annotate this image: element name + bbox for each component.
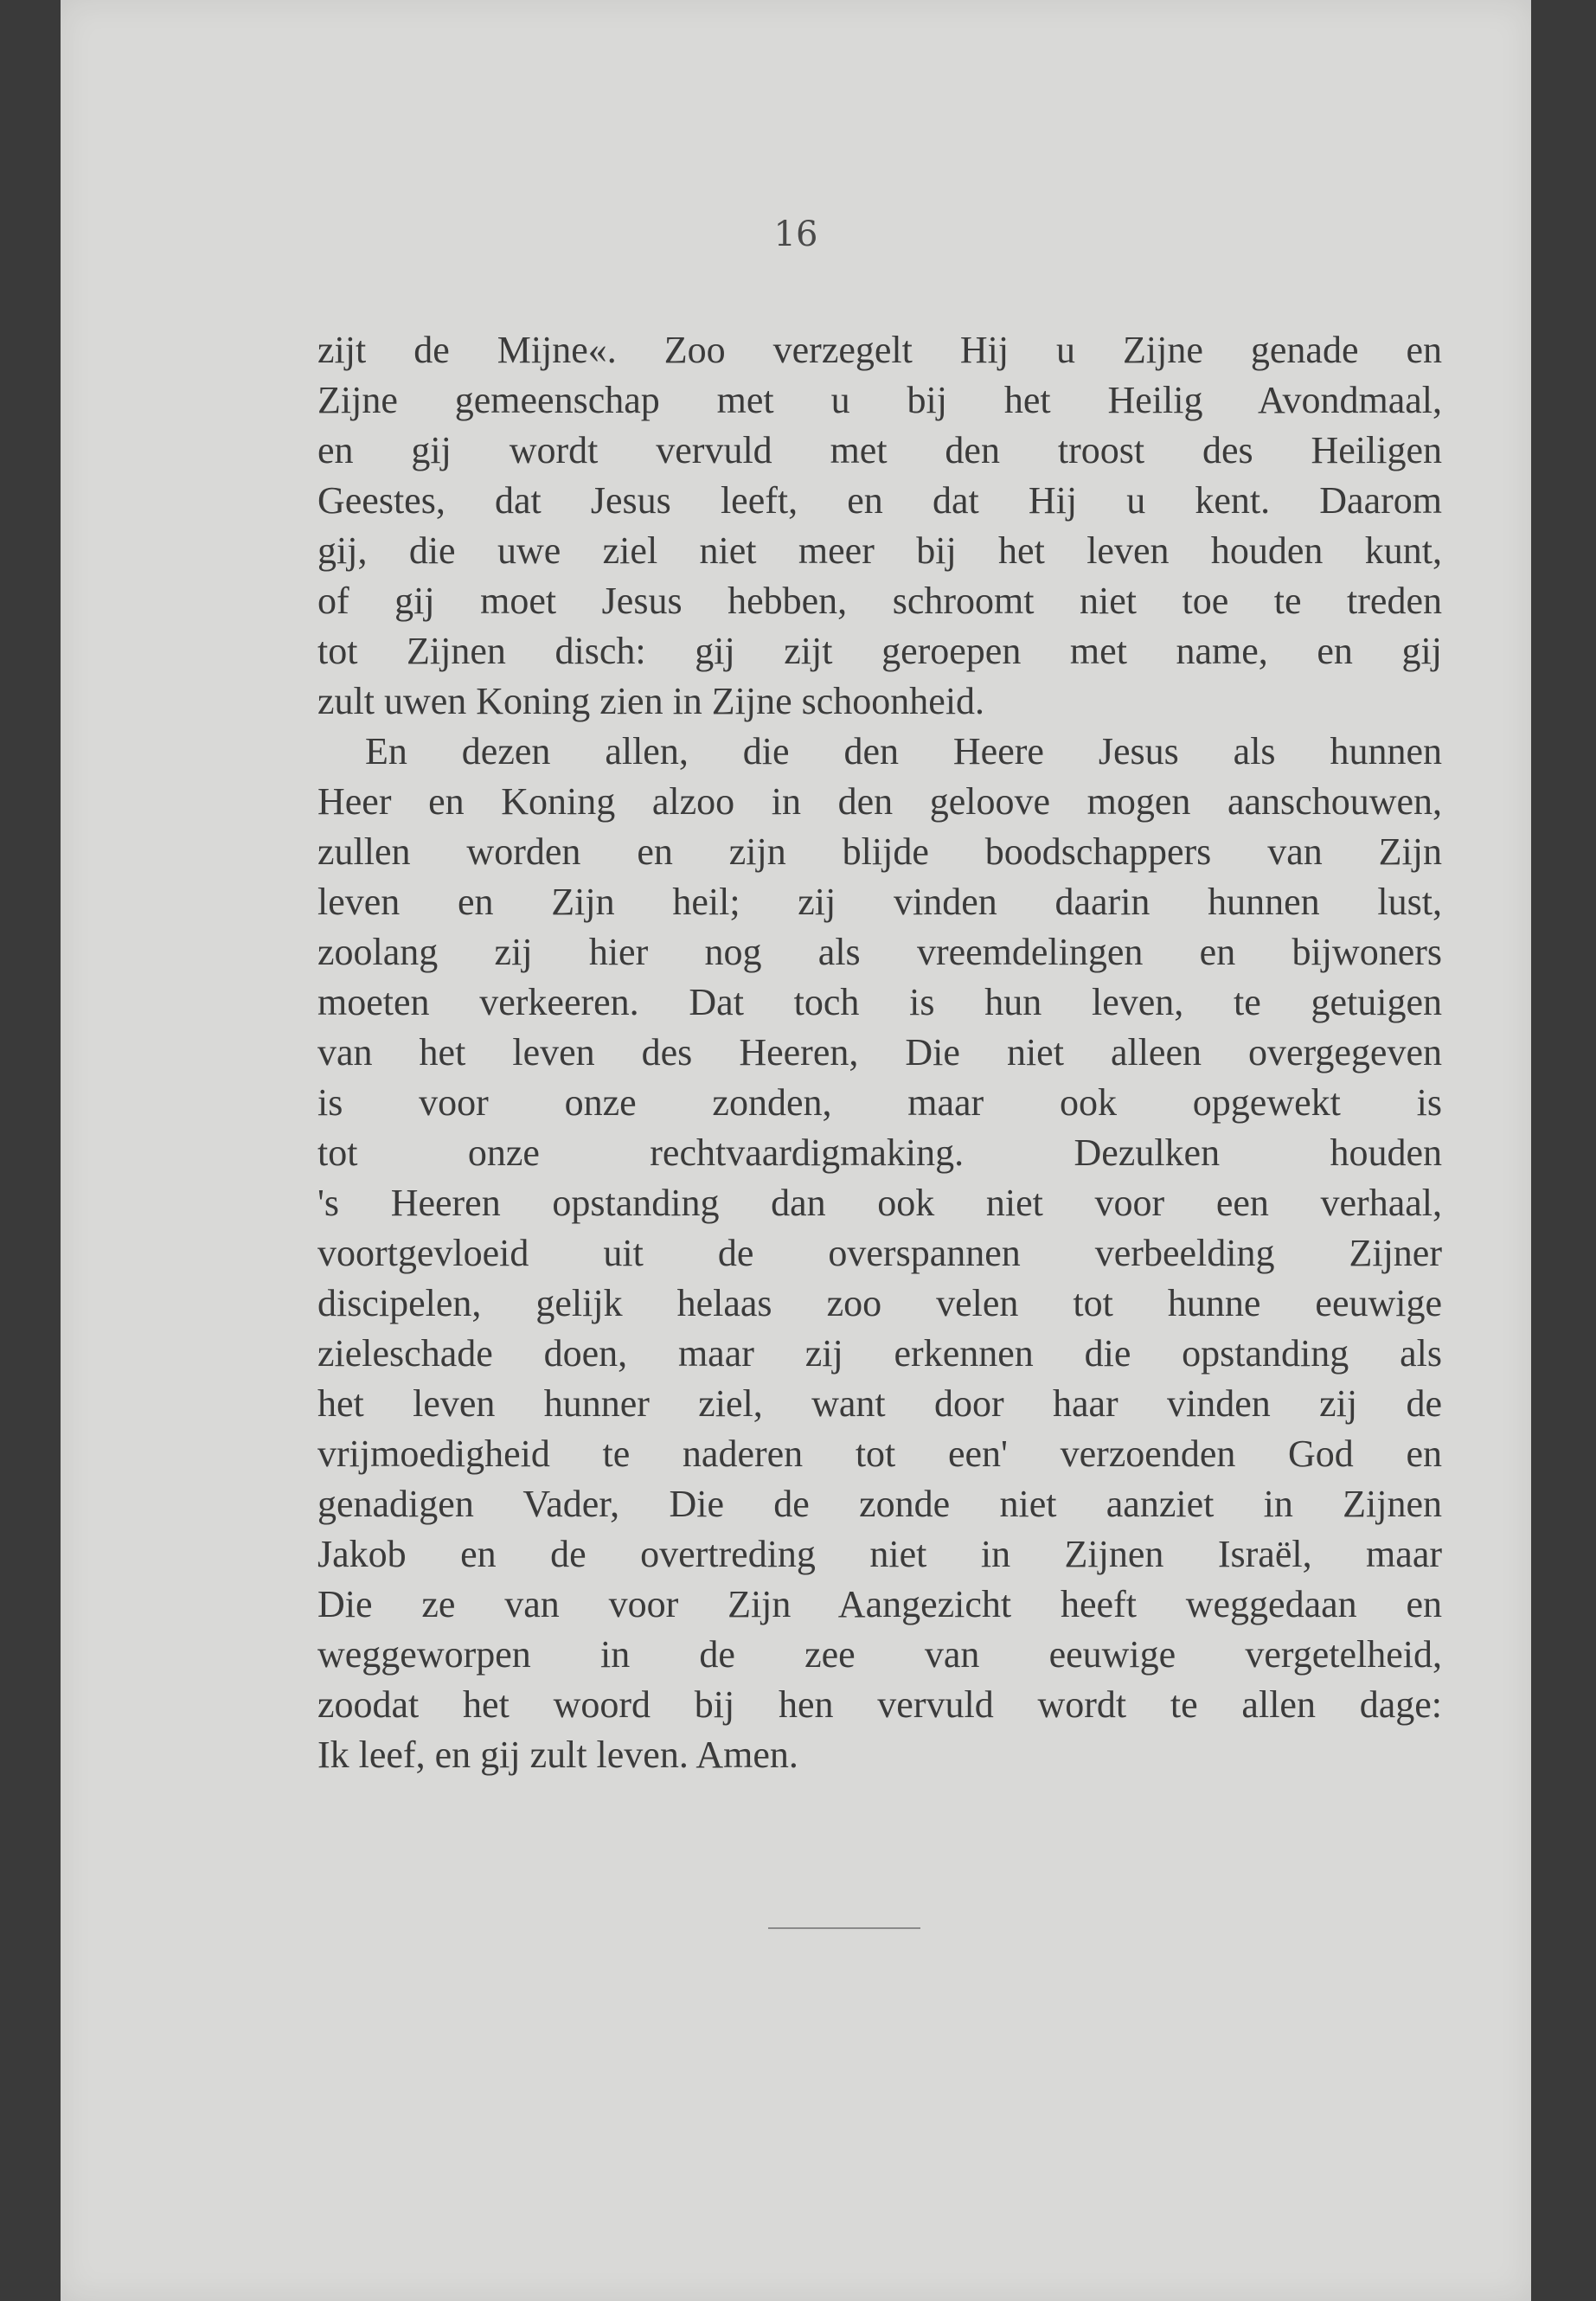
- text-line: zult uwen Koning zien in Zijne schoonheid.: [317, 680, 985, 722]
- text-line: zullen worden en zijn blijde boodschappers van Zijn: [317, 830, 1442, 873]
- text-line: zijt de Mijne«. Zoo verzegelt Hij u Zijne genade en: [317, 329, 1442, 371]
- body-text: [317, 325, 1442, 1780]
- text-line: van het leven des Heeren, Die niet alleen overgegeven: [317, 1031, 1442, 1074]
- text-line: tot Zijnen disch: gij zijt geroepen met name, en gij: [317, 630, 1442, 672]
- text-line: zieleschade doen, maar zij erkennen die opstanding als: [317, 1332, 1442, 1375]
- text-line: En dezen allen, die den Heere Jesus als hunnen: [365, 730, 1442, 772]
- text-line: vrijmoedigheid te naderen tot een' verzoenden God en: [317, 1433, 1442, 1475]
- text-line: voortgevloeid uit de overspannen verbeelding Zijner: [317, 1232, 1442, 1274]
- text-line: Die ze van voor Zijn Aangezicht heeft weggedaan en: [317, 1583, 1442, 1625]
- text-line: genadigen Vader, Die de zonde niet aanziet in Zijnen: [317, 1483, 1442, 1525]
- text-line: of gij moet Jesus hebben, schroomt niet toe te treden: [317, 580, 1442, 622]
- text-line: 's Heeren opstanding dan ook niet voor een verhaal,: [317, 1182, 1442, 1224]
- text-line: Heer en Koning alzoo in den geloove mogen aanschouwen,: [317, 780, 1442, 823]
- text-line: Zijne gemeenschap met u bij het Heilig Avondmaal,: [317, 379, 1442, 421]
- text-line: het leven hunner ziel, want door haar vinden zij de: [317, 1382, 1442, 1425]
- text-line: Jakob en de overtreding niet in Zijnen Israël, maar: [317, 1533, 1442, 1575]
- text-line: tot onze rechtvaardigmaking. Dezulken houden: [317, 1131, 1442, 1174]
- text-line: Geestes, dat Jesus leeft, en dat Hij u kent. Daarom: [317, 479, 1442, 522]
- text-line: leven en Zijn heil; zij vinden daarin hunnen lust,: [317, 881, 1442, 923]
- text-line: gij, die uwe ziel niet meer bij het leven houden kunt,: [317, 529, 1442, 572]
- text-line: en gij wordt vervuld met den troost des Heiligen: [317, 429, 1442, 471]
- text-line: moeten verkeeren. Dat toch is hun leven, te getuigen: [317, 981, 1442, 1023]
- text-line: zoolang zij hier nog als vreemdelingen en bijwoners: [317, 931, 1442, 973]
- text-line: discipelen, gelijk helaas zoo velen tot hunne eeuwige: [317, 1282, 1442, 1324]
- closing-divider: [768, 1927, 920, 1929]
- text-line: Ik leef, en gij zult leven. Amen.: [317, 1734, 798, 1776]
- page-number: 16: [773, 215, 818, 254]
- book-page: [61, 0, 1531, 2301]
- text-line: weggeworpen in de zee van eeuwige vergetelheid,: [317, 1633, 1442, 1676]
- text-line: is voor onze zonden, maar ook opgewekt is: [317, 1081, 1442, 1124]
- text-line: zoodat het woord bij hen vervuld wordt te allen dage:: [317, 1683, 1442, 1726]
